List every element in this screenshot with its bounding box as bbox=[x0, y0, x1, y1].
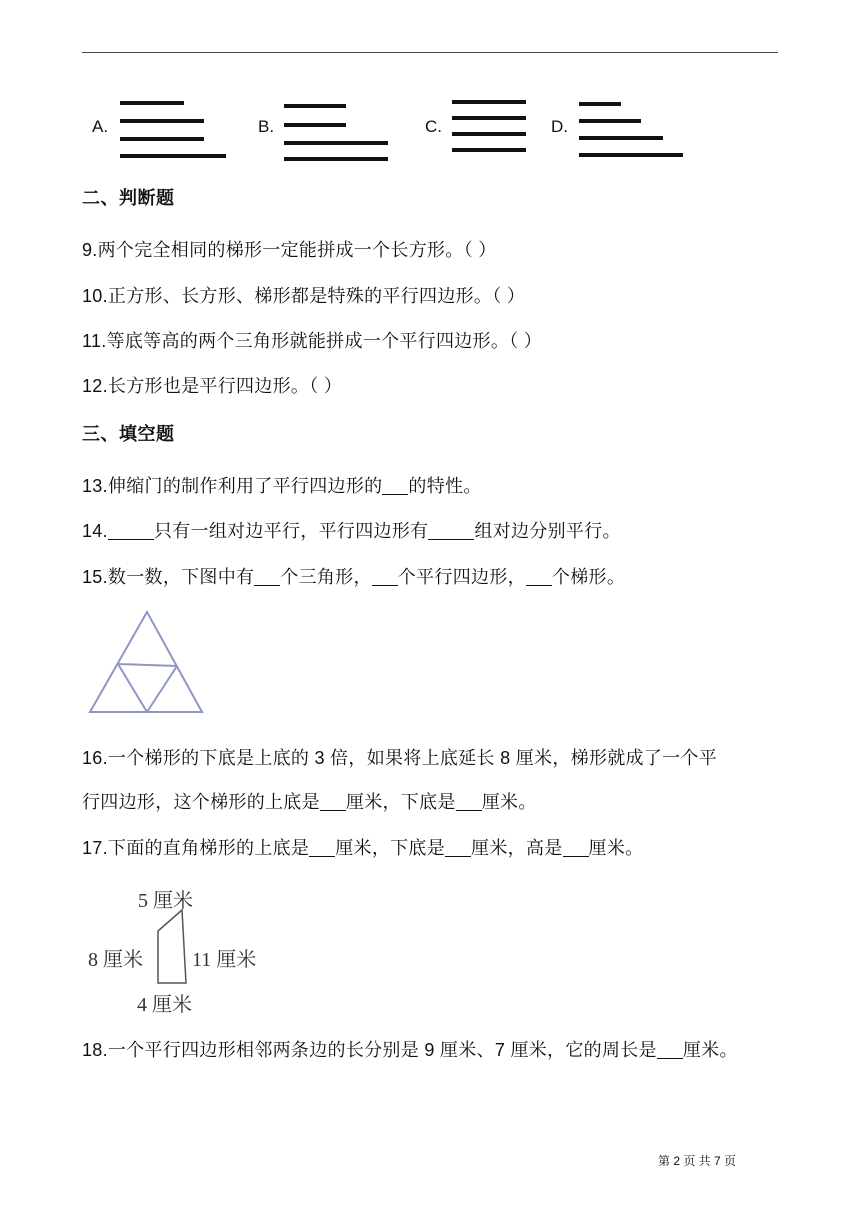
q15-blank-1[interactable] bbox=[254, 567, 280, 586]
q15-blank-3[interactable] bbox=[526, 567, 552, 586]
q14-text-a: 14. bbox=[82, 521, 108, 541]
q17-blank-2[interactable] bbox=[445, 838, 471, 857]
q17-text-c: 厘米，高是 bbox=[471, 838, 563, 858]
question-10: 10.正方形、长方形、梯形都是特殊的平行四边形。（ ） bbox=[82, 286, 526, 306]
inner-left-line bbox=[118, 664, 147, 712]
trapezoid-shape bbox=[155, 906, 191, 986]
q16-text-a: 行四边形，这个梯形的上底是 bbox=[82, 792, 320, 812]
trap-bottom-label: 4 厘米 bbox=[137, 994, 192, 1016]
line-c1 bbox=[452, 100, 526, 104]
line-d4 bbox=[579, 153, 683, 157]
line-b1 bbox=[284, 104, 346, 108]
q16-blank-1[interactable] bbox=[320, 792, 346, 811]
line-b2 bbox=[284, 123, 346, 127]
line-b3 bbox=[284, 141, 388, 145]
line-c4 bbox=[452, 148, 526, 152]
q17-blank-1[interactable] bbox=[309, 838, 335, 857]
q14-text-c: 组对边分别平行。 bbox=[474, 521, 621, 541]
q15-text-d: 个梯形。 bbox=[551, 567, 626, 587]
q14-blank-1[interactable] bbox=[108, 521, 154, 540]
line-c3 bbox=[452, 132, 526, 136]
page-footer: 第 2 页 共 7 页 bbox=[658, 1154, 737, 1168]
outer-triangle bbox=[90, 612, 202, 712]
line-b4 bbox=[284, 157, 388, 161]
line-c2 bbox=[452, 116, 526, 120]
triangle-figure bbox=[86, 606, 206, 716]
question-11: 11.等底等高的两个三角形就能拼成一个平行四边形。（ ） bbox=[82, 331, 543, 351]
question-14 bbox=[82, 517, 621, 543]
q16-blank-2[interactable] bbox=[456, 792, 482, 811]
trap-left-label: 8 厘米 bbox=[88, 949, 143, 971]
option-c-label[interactable]: C. bbox=[425, 117, 442, 136]
q15-text-a: 15.数一数，下图中有 bbox=[82, 567, 255, 587]
line-d1 bbox=[579, 102, 621, 106]
option-a-label[interactable]: A. bbox=[92, 117, 109, 136]
q15-text-c: 个平行四边形， bbox=[397, 567, 526, 587]
q15-blank-2[interactable] bbox=[372, 567, 398, 586]
line-a2 bbox=[120, 119, 204, 123]
q18-text-a: 18.一个平行四边形相邻两条边的长分别是 9 厘米、7 厘米，它的周长是 bbox=[82, 1040, 657, 1060]
question-12: 12.长方形也是平行四边形。（ ） bbox=[82, 376, 343, 396]
q14-blank-2[interactable] bbox=[428, 521, 474, 540]
inner-right-line bbox=[147, 666, 177, 712]
question-16-line1: 16.一个梯形的下底是上底的 3 倍，如果将上底延长 8 厘米，梯形就成了一个平 bbox=[82, 748, 718, 768]
q17-blank-3[interactable] bbox=[563, 838, 589, 857]
q16-text-b: 厘米，下底是 bbox=[345, 792, 456, 812]
question-13 bbox=[82, 472, 482, 498]
q13-blank[interactable] bbox=[382, 476, 408, 495]
option-d-label[interactable]: D. bbox=[551, 117, 568, 136]
section2-title: 二、判断题 bbox=[82, 188, 175, 208]
section3-title: 三、填空题 bbox=[82, 424, 175, 444]
q18-text-b: 厘米。 bbox=[682, 1040, 738, 1060]
question-15 bbox=[82, 563, 625, 589]
q13-text-a: 13.伸缩门的制作利用了平行四边形的 bbox=[82, 476, 383, 496]
line-a1 bbox=[120, 101, 184, 105]
question-16-line2 bbox=[82, 788, 537, 814]
question-17 bbox=[82, 834, 643, 860]
option-b-label[interactable]: B. bbox=[258, 117, 275, 136]
q13-text-b: 的特性。 bbox=[408, 476, 482, 496]
q15-text-b: 个三角形， bbox=[280, 567, 372, 587]
question-18 bbox=[82, 1036, 738, 1062]
line-d3 bbox=[579, 136, 663, 140]
q17-text-d: 厘米。 bbox=[588, 838, 644, 858]
q16-text-c: 厘米。 bbox=[481, 792, 537, 812]
trap-right-label: 11 厘米 bbox=[192, 949, 257, 971]
trapezoid-outline bbox=[158, 910, 186, 983]
header-rule bbox=[82, 52, 778, 53]
mid-line bbox=[118, 664, 177, 666]
question-9: 9.两个完全相同的梯形一定能拼成一个长方形。（ ） bbox=[82, 240, 497, 260]
line-d2 bbox=[579, 119, 641, 123]
q14-text-b: 只有一组对边平行，平行四边形有 bbox=[153, 521, 429, 541]
q17-text-a: 17.下面的直角梯形的上底是 bbox=[82, 838, 310, 858]
trap-top-label: 5 厘米 bbox=[138, 890, 193, 912]
line-a3 bbox=[120, 137, 204, 141]
q17-text-b: 厘米，下底是 bbox=[335, 838, 446, 858]
q18-blank[interactable] bbox=[657, 1040, 683, 1059]
line-a4 bbox=[120, 154, 226, 158]
